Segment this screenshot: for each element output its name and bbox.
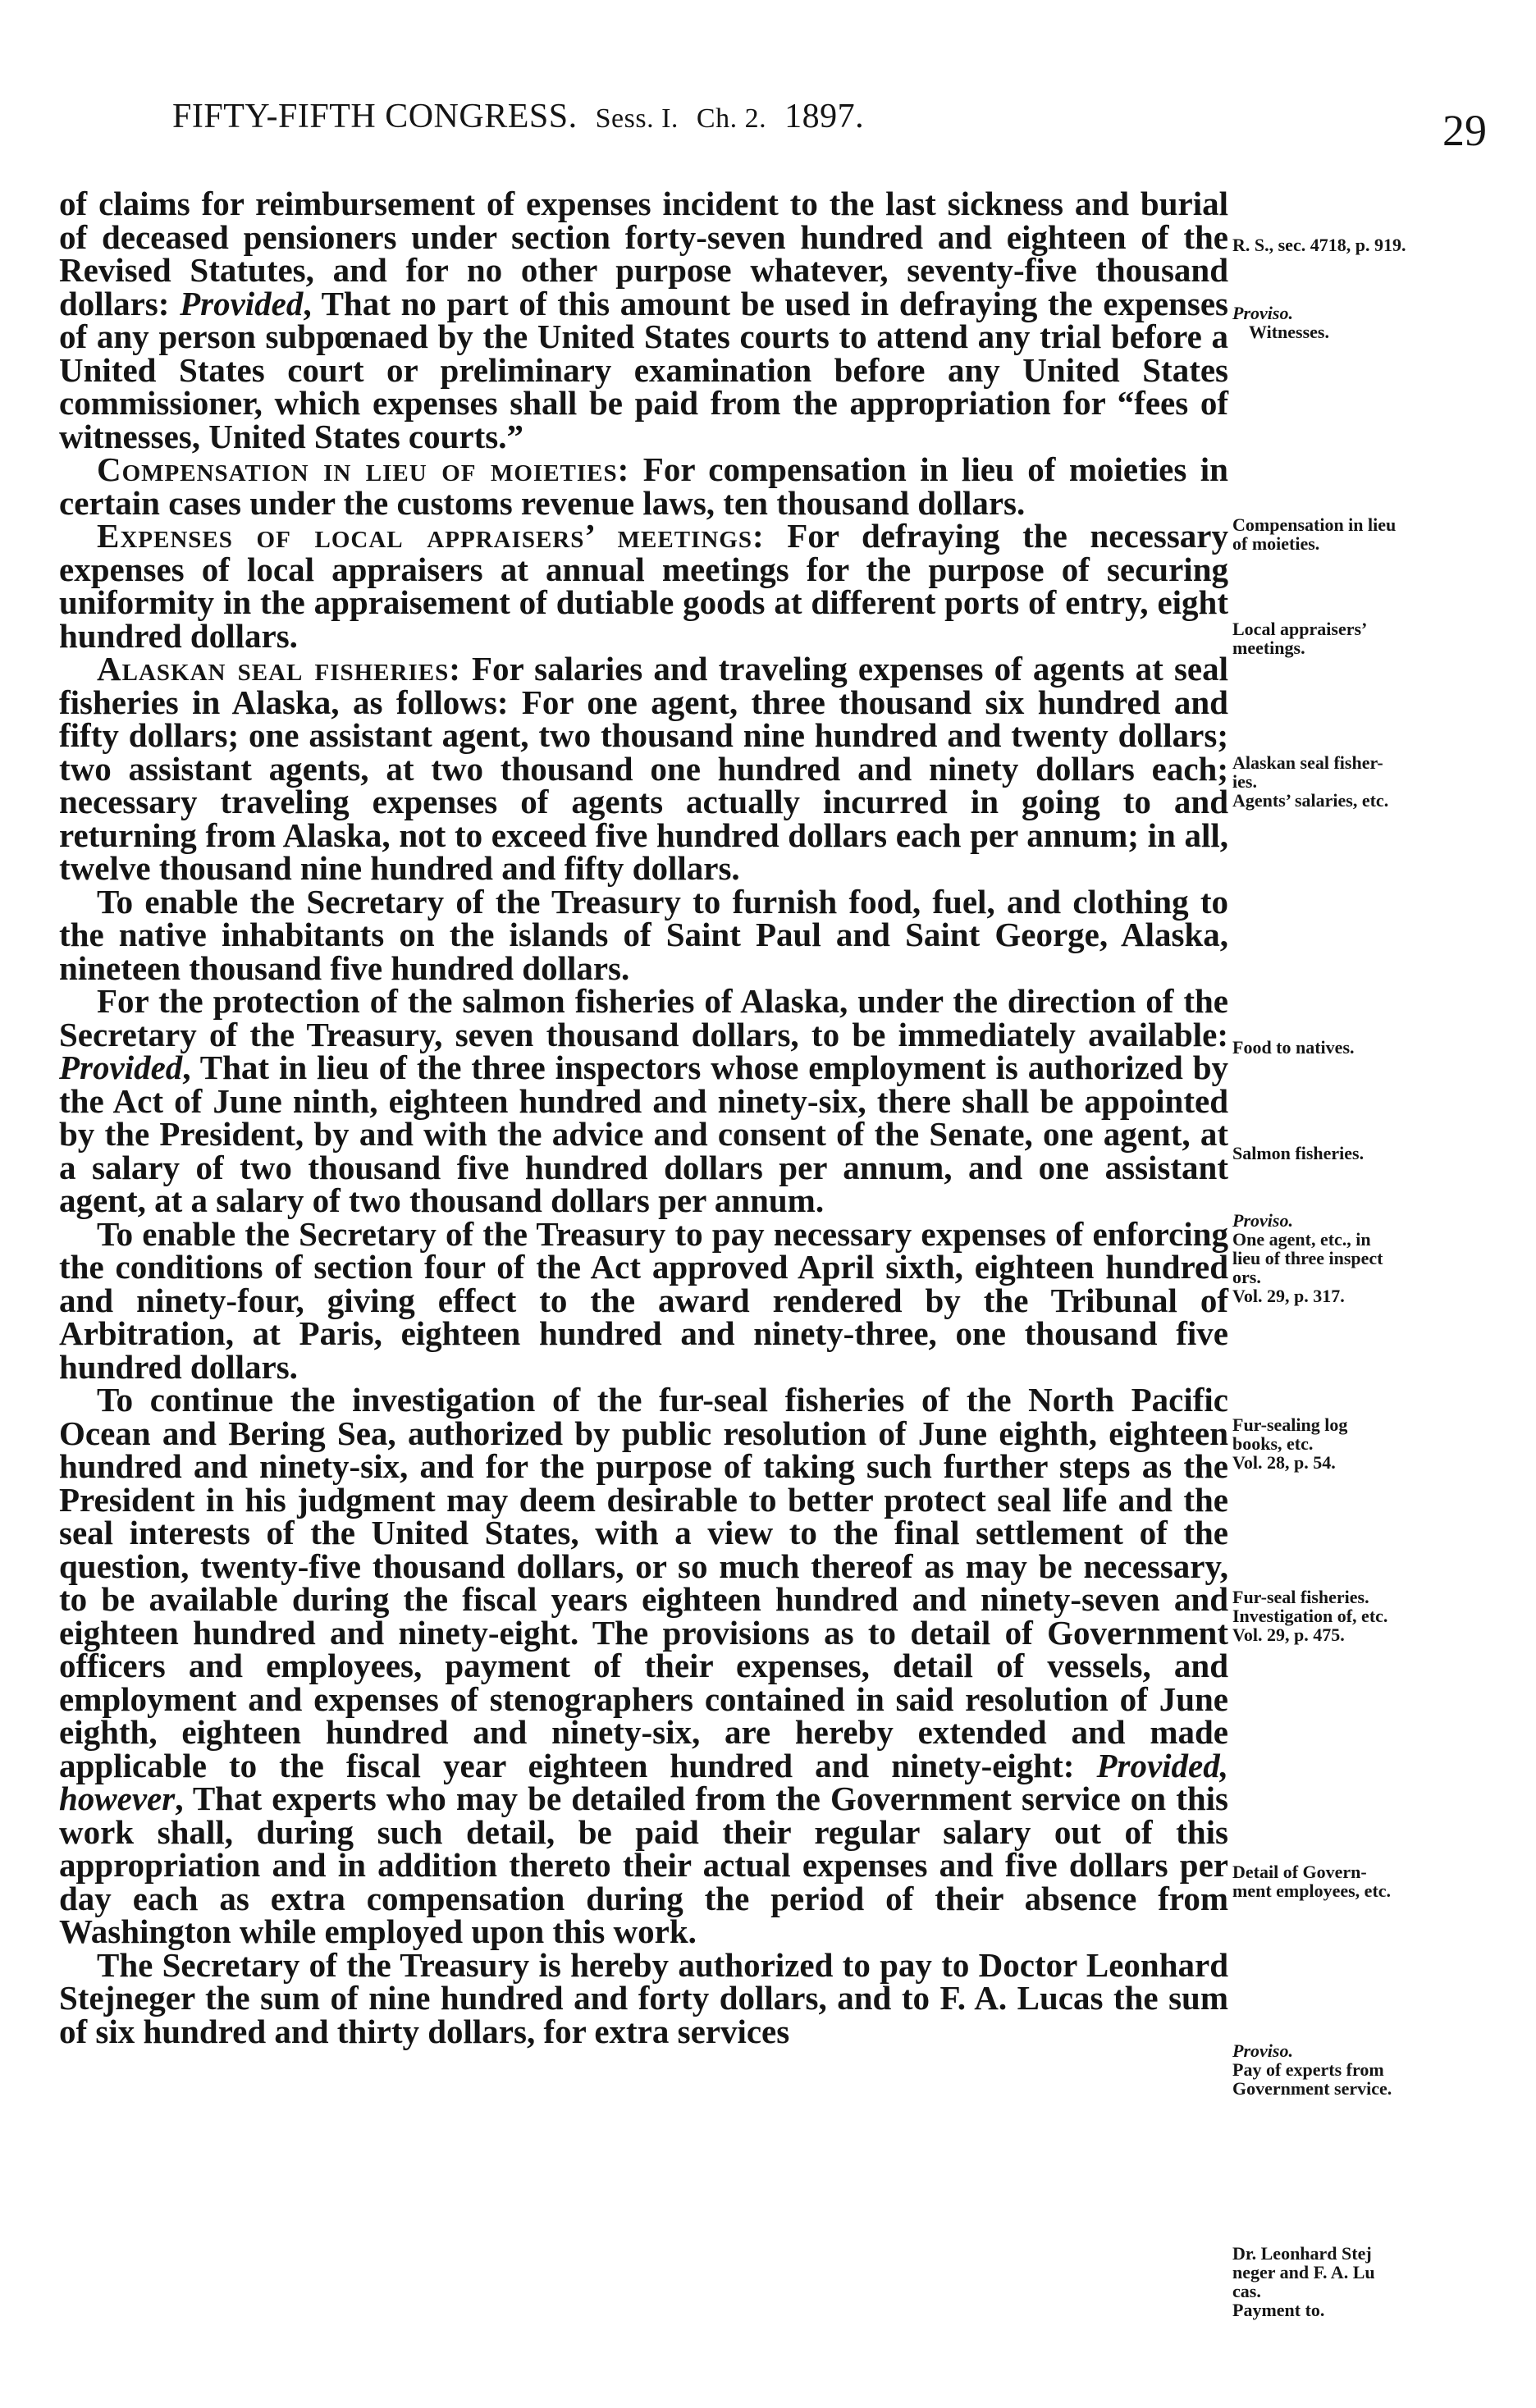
margin-note-line: ment employees, etc.: [1232, 1880, 1392, 1901]
margin-note-line: ors.: [1232, 1267, 1261, 1287]
paragraph-text: , That in lieu of the three inspectors whose employment is authorized by the Act of June ninth, eighteen hundred and ninety-six, there shall be appointed by the President, by and with the advice and consent of the Senate, one agent, at a salary of two thousand five hundred dollars per annum, and one assistant agent, at a salary of two thousand dollars per annum.: [59, 1049, 1228, 1219]
margin-note-line: Fur-seal fisheries.: [1232, 1587, 1369, 1607]
margin-note-food: [1232, 1038, 1503, 1057]
margin-note-line: Proviso.: [1232, 1210, 1293, 1231]
margin-note-line: Fur-sealing log: [1232, 1414, 1348, 1435]
margin-note-line: cas.: [1232, 2281, 1261, 2301]
margin-note-line: Local appraisers’: [1232, 619, 1368, 639]
margin-note-log: [1232, 1415, 1503, 1472]
margin-note-line: One agent, etc., in: [1232, 1229, 1371, 1250]
margin-note-detail: [1232, 1862, 1503, 1900]
margin-note-line: ies.: [1232, 771, 1257, 792]
margin-note-furseal: [1232, 1588, 1503, 1644]
chapter-label: Ch. 2.: [696, 103, 767, 134]
margin-note-line: Proviso.: [1232, 2040, 1293, 2061]
margin-note-line: Agents’ salaries, etc.: [1232, 790, 1389, 811]
paragraph-text: of claims for reimbursement of expenses incident to the last sickness and burial of deceased pensioners under section forty-seven hundred and eighteen of the Revised Statutes, and for no other purpose whatever, seventy-five thousand dollars:: [59, 185, 1228, 322]
margin-note-witnesses: [1232, 304, 1503, 341]
paragraph-text: To continue the investigation of the fur-seal fisheries of the North Pacific Ocean and Bering Sea, authorized by public resolution of June eighth, eighteen hundred and ninety-six, and for the purpose of taking such further steps as the President in his judgment may deem desirable to better protect seal life and the seal interests of the United States, with a view to the final settlement of the question, twenty-five thousand dollars, or so much thereof as may be necessary, to be available during the fiscal years eighteen hundred and ninety-seven and eighteen hundred and ninety-eight. The provisions as to detail of Government officers and employees, payment of their expenses, detail of vessels, and employment and expenses of stenographers contained in said resolution of June eighth, eighteen hundred and ninety-six, are hereby extended and made applicable to the fiscal year eighteen hundred and ninety-eight:: [59, 1381, 1228, 1784]
margin-note-line: Investigation of, etc.: [1232, 1606, 1388, 1626]
section-heading: Compensation in lieu of moieties:: [97, 450, 630, 488]
provided-italic: Provided: [180, 284, 304, 322]
margin-note-line: neger and F. A. Lu: [1232, 2262, 1375, 2282]
page-number: 29: [1442, 106, 1487, 155]
margin-note-line: Alaskan seal fisher-: [1232, 752, 1383, 773]
paragraph-text: For compensation in lieu of moieties in certain cases under the customs revenue laws, ten thousand dollars.: [59, 450, 1228, 522]
margin-note-line: R. S., sec. 4718, p. 919.: [1232, 235, 1406, 255]
margin-note-experts: [1232, 2041, 1503, 2098]
margin-note-agent: [1232, 1211, 1503, 1305]
margin-note-line: lieu of three inspect: [1232, 1248, 1383, 1268]
margin-note-line: Government service.: [1232, 2078, 1392, 2099]
paragraph-moieties: [59, 450, 1228, 522]
margin-note-line: Compensation in lieu: [1232, 514, 1397, 535]
margin-note-alaskan: [1232, 753, 1503, 810]
margin-note-appraisers: [1232, 619, 1503, 657]
margin-note-moieties: [1232, 515, 1503, 553]
margin-note-line: Vol. 28, p. 54.: [1232, 1452, 1336, 1473]
year-label: 1897.: [784, 98, 865, 135]
margin-note-line: Payment to.: [1232, 2300, 1325, 2320]
statute-body: [59, 187, 1228, 2048]
paragraph-text: For the protection of the salmon fisheries of Alaska, under the direction of the Secretary of the Treasury, seven thousand dollars, to be immediately available:: [59, 982, 1228, 1053]
paragraph-arbitration: To enable the Secretary of the Treasury to pay necessary expenses of enforcing the conditions of section four of the Act approved April sixth, eighteen hundred and ninety-four, giving effect to the award rendered by the Tribunal of Arbitration, at Paris, eighteen hundred and ninety-three, one thousand five hundred dollars.: [59, 1214, 1228, 1386]
margin-note-line: Pay of experts from: [1232, 2059, 1384, 2080]
margin-note-line: meetings.: [1232, 637, 1305, 658]
margin-note-line: Dr. Leonhard Stej: [1232, 2243, 1372, 2264]
paragraph-text: For defraying the necessary expenses of local appraisers at annual meetings for the purpose of securing uniformity in the appraisement of dutiable goods at different ports of entry, eight hundred dollars.: [59, 517, 1228, 655]
margin-note-rs: [1232, 235, 1503, 254]
running-header: [0, 97, 1536, 154]
section-heading: Alaskan seal fisheries:: [97, 650, 461, 688]
margin-note-line: books, etc.: [1232, 1433, 1314, 1454]
margin-note-line: Food to natives.: [1232, 1037, 1355, 1058]
margin-note-line: Vol. 29, p. 317.: [1232, 1286, 1345, 1306]
paragraph-food-natives: To enable the Secretary of the Treasury to furnish food, fuel, and clothing to the native inhabitants on the islands of Saint Paul and Saint George, Alaska, nineteen thousand five hundred dollars.: [59, 882, 1228, 987]
running-head-title: [172, 97, 864, 136]
paragraph-pension-claims: [59, 187, 1228, 453]
section-heading: Expenses of local appraisers’ meetings:: [97, 517, 765, 555]
provided-italic: Provided, however: [59, 1746, 1228, 1817]
margin-note-line: Proviso.: [1232, 303, 1293, 323]
paragraph-alaskan-seal: [59, 652, 1228, 885]
margin-note-line: Vol. 29, p. 475.: [1232, 1624, 1345, 1645]
provided-italic: Provided: [59, 1049, 183, 1086]
paragraph-stejneger-lucas: The Secretary of the Treasury is hereby authorized to pay to Doctor Leonhard Stejneger the sum of nine hundred and forty dollars, and to F. A. Lucas the sum of six hundred and thirty dollars, for extra services: [59, 1945, 1228, 2050]
margin-note-salmon: [1232, 1144, 1503, 1163]
paragraph-fur-seal-investigation: [59, 1383, 1228, 1949]
paragraph-text: , That no part of this amount be used in defraying the expenses of any person subpœnaed by the United States courts to attend any trial before a United States court or preliminary examination before any United States commissioner, which expenses shall be paid from the appropriation for “fees of witnesses, United States courts.”: [59, 284, 1228, 455]
paragraph-text: , That experts who may be detailed from the Government service on this work shall, during such detail, be paid their regular salary out of this appropriation and in addition thereto their actual expenses and five dollars per day each as extra compensation during the period of their absence from Washington while employed upon this work.: [59, 1780, 1228, 1950]
session-label: Sess. I.: [595, 103, 679, 134]
margin-note-line: of moieties.: [1232, 533, 1320, 554]
paragraph-appraisers: [59, 517, 1228, 655]
margin-note-line: Salmon fisheries.: [1232, 1143, 1365, 1163]
congress-label: FIFTY-FIFTH CONGRESS.: [172, 98, 578, 135]
margin-note-line: Detail of Govern-: [1232, 1862, 1367, 1882]
margin-note-stejneger: [1232, 2244, 1503, 2319]
paragraph-salmon: [59, 982, 1228, 1219]
margin-note-line: Witnesses.: [1249, 322, 1329, 342]
paragraph-text: For salaries and traveling expenses of agents at seal fisheries in Alaska, as follows: For one agent, three thousand six hundred and fifty dollars; one assistant agent, two thousand nine hundred and twenty dollars; two assistant agents, at two thousand one hundred and ninety dollars each; necessary traveling expenses of agents actually incurred in going to and returning from Alaska, not to exceed five hundred dollars each per annum; in all, twelve thousand nine hundred and fifty dollars.: [59, 650, 1228, 887]
